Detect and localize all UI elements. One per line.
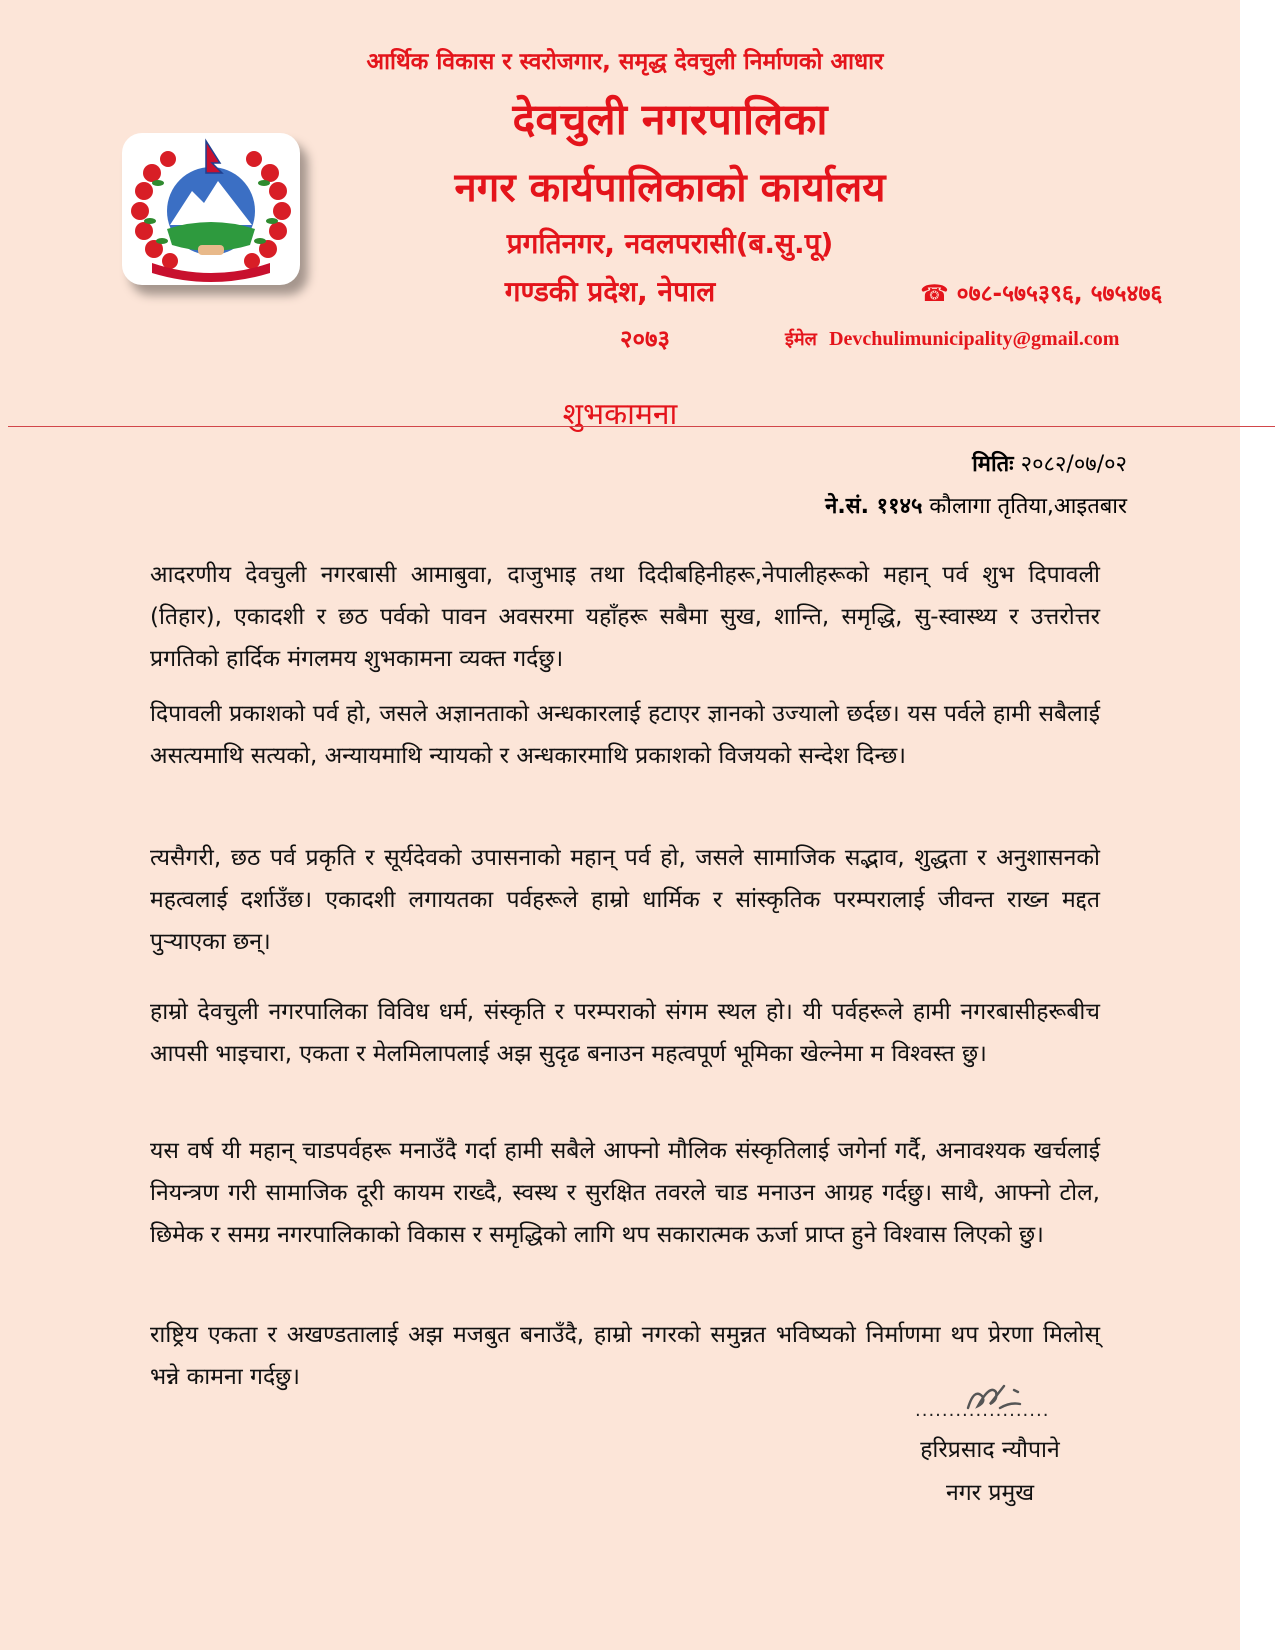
telephone-icon: ☎ (920, 281, 949, 307)
phone-contact (920, 276, 1162, 308)
municipality-name: देवचुली नगरपालिका (512, 95, 828, 145)
nepal-sambat-label: ने.सं. ११४५ (825, 494, 923, 519)
date-label: मितिः (972, 452, 1014, 477)
nepal-emblem-icon (122, 133, 300, 285)
government-emblem-logo (122, 133, 300, 285)
header-divider (8, 426, 1275, 427)
signature-line: .................... (915, 1400, 1050, 1421)
email-contact (785, 327, 1119, 351)
email-label: ईमेल (785, 329, 817, 350)
signer-designation: नगर प्रमुख (945, 1480, 1035, 1506)
body-paragraph: राष्ट्रिय एकता र अखण्डतालाई अझ मजबुत बनाउँदै, हाम्रो नगरको समुन्नत भविष्यको निर्माणमा थप प्रेरणा मिलोस् भन्ने कामना गर्दछु। (150, 1322, 1100, 1390)
phone-number: ०७८-५७५३९६, ५७५४७६ (956, 281, 1163, 307)
office-name: नगर कार्यपालिकाको कार्यालय (454, 165, 886, 211)
body-paragraph: यस वर्ष यी महान् चाडपर्वहरू मनाउँदै गर्दा हामी सबैले आफ्नो मौलिक संस्कृतिलाई जगेर्ना गर्दै, अनावश्यक खर्चलाई नियन्त्रण गरी सामाजिक दूरी कायम राख्दै, स्वस्थ र सुरक्षित तवरले चाड मनाउन आग्रह गर्दछु। साथै, आफ्नो टोल, छिमेक र समग्र नगरपालिकाको विकास र समृद्धिको लागि थप सकारात्मक ऊर्जा प्राप्त हुने विश्वास लिएको छु। (150, 1138, 1100, 1248)
address-line-1: प्रगतिनगर, नवलपरासी(ब.सु.पू) (506, 227, 834, 260)
email-address: Devchulimunicipality@gmail.com (829, 328, 1120, 350)
nepal-sambat-line (825, 490, 1127, 520)
body-paragraph: त्यसैगरी, छठ पर्व प्रकृति र सूर्यदेवको उपासनाको महान् पर्व हो, जसले सामाजिक सद्भाव, शुद्धता र अनुशासनको महत्वलाई दर्शाउँछ। एकादशी लगायतका पर्वहरूले हाम्रो धार्मिक र सांस्कृतिक परम्परालाई जीवन्त राख्न मद्दत पुर्‍याएका छन्। (150, 845, 1100, 955)
date-line (972, 448, 1127, 478)
letterhead-motto: आर्थिक विकास र स्वरोजगार, समृद्ध देवचुली निर्माणको आधार (366, 49, 884, 75)
signer-name: हरिप्रसाद न्यौपाने (920, 1437, 1060, 1463)
date-value: २०८२/०७/०२ (1020, 452, 1127, 477)
body-paragraph: आदरणीय देवचुली नगरबासी आमाबुवा, दाजुभाइ तथा दिदीबहिनीहरू,नेपालीहरूको महान् पर्व शुभ दिपावली (तिहार), एकादशी र छठ पर्वको पावन अवसरमा यहाँहरू सबैमा सुख, शान्ति, समृद्धि, सु-स्वास्थ्य र उत्तरोत्तर प्रगतिको हार्दिक मंगलमय शुभकामना व्यक्त गर्दछु। (150, 562, 1100, 672)
address-line-2: गण्डकी प्रदेश, नेपाल (504, 275, 716, 308)
body-paragraph: हाम्रो देवचुली नगरपालिका विविध धर्म, संस्कृति र परम्पराको संगम स्थल हो। यी पर्वहरूले हामी नगरबासीहरूबीच आपसी भाइचारा, एकता र मेलमिलापलाई अझ सुदृढ बनाउन महत्वपूर्ण भूमिका खेल्नेमा म विश्वस्त छु। (150, 999, 1100, 1067)
established-year: २०७३ (620, 325, 670, 353)
letter-subject: शुभकामना (562, 397, 678, 432)
nepal-sambat-value: कौलागा तृतिया,आइतबार (929, 494, 1127, 519)
body-paragraph: दिपावली प्रकाशको पर्व हो, जसले अज्ञानताको अन्धकारलाई हटाएर ज्ञानको उज्यालो छर्दछ। यस पर्वले हामी सबैलाई असत्यमाथि सत्यको, अन्यायमाथि न्यायको र अन्धकारमाथि प्रकाशको विजयको सन्देश दिन्छ। (150, 701, 1100, 769)
